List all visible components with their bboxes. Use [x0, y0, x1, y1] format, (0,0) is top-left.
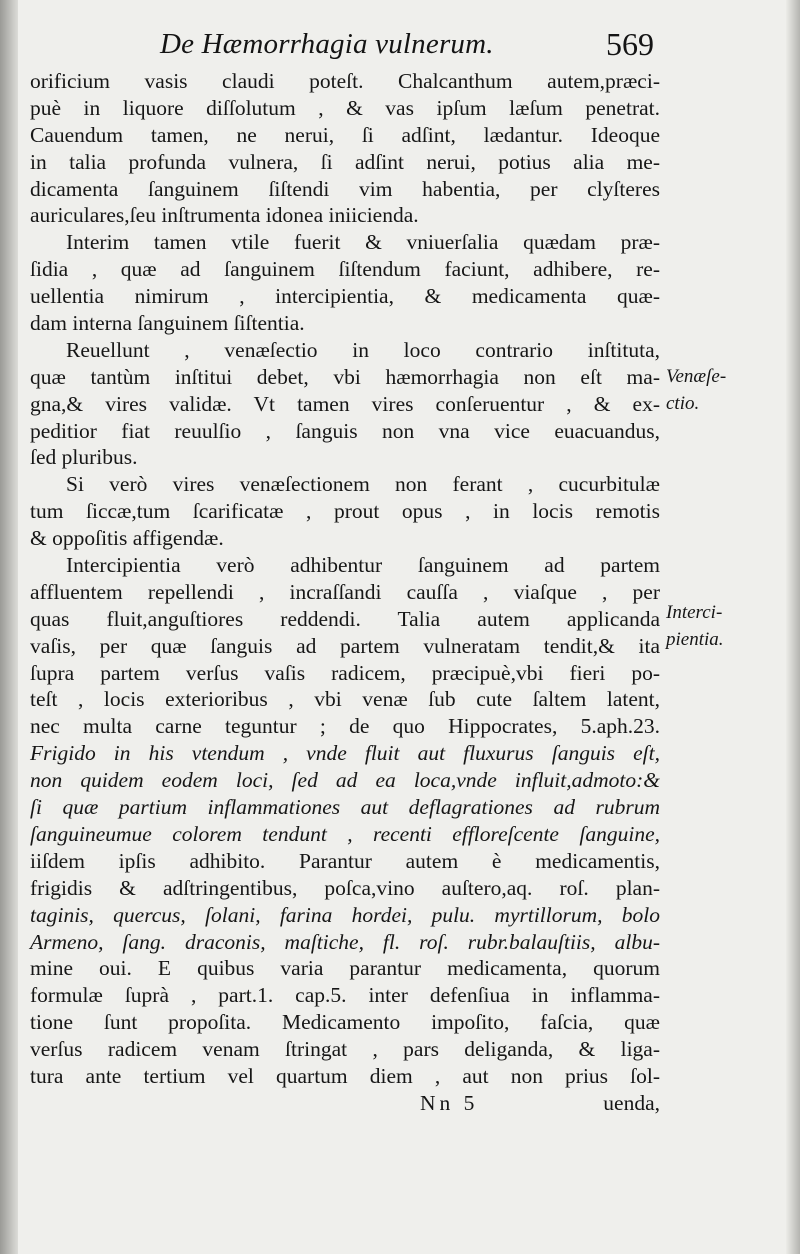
text-line: verſus radicem venam ſtringat , pars deliganda, & liga-	[30, 1037, 660, 1062]
running-head	[160, 28, 660, 68]
text-line: ſidia , quæ ad ſanguinem ſiſtendum faciunt, adhibere, re-	[30, 257, 660, 282]
text-line: Intercipientia verò adhibentur ſanguinem ad partem	[66, 553, 660, 578]
text-line: taginis, quercus, ſolani, farina hordei, pulu. myrtillorum, bolo	[30, 902, 660, 927]
text-line: tione ſunt propoſita. Medicamento impoſito, faſcia, quæ	[30, 1010, 660, 1035]
text-line: ſi quæ partium inflammationes aut deflagrationes ad rubrum	[30, 795, 660, 820]
text-line: quæ tantùm inſtitui debet, vbi hæmorrhagia non eſt ma-	[30, 364, 660, 389]
text-line: mine oui. E quibus varia parantur medicamenta, quorum	[30, 956, 660, 981]
marginal-note-intercipientia	[666, 600, 724, 654]
text-line: & oppoſitis affigendæ.	[30, 526, 224, 551]
text-line: nec multa carne teguntur ; de quo Hippocrates, 5.aph.23.	[30, 714, 660, 739]
text-line: in talia profunda vulnera, ſi adſint nerui, potius alia me-	[30, 149, 660, 174]
marginal-note-line: pientia.	[666, 628, 724, 650]
text-line: ſed pluribus.	[30, 445, 138, 470]
page-left-edge	[0, 0, 18, 1254]
text-line: uellentia nimirum , intercipientia, & medicamenta quæ-	[30, 284, 660, 309]
text-line: puè in liquore diſſolutum , & vas ipſum læſum penetrat.	[30, 95, 660, 120]
text-line: quas fluit,anguſtiores reddendi. Talia autem applicanda	[30, 606, 660, 631]
text-line: Armeno, ſang. draconis, maſtiche, fl. roſ. rubr.balauſtiis, albu-	[30, 929, 660, 954]
text-line: affluentem repellendi , incraſſandi cauſſa , viaſque , per	[30, 579, 660, 604]
text-line: Frigido in his vtendum , vnde fluit aut fluxurus ſanguis eſt,	[30, 741, 660, 766]
text-line: tum ſiccæ,tum ſcarificatæ , prout opus , in locis remotis	[30, 499, 660, 524]
text-line: Cauendum tamen, ne nerui, ſi adſint, lædantur. Ideoque	[30, 122, 660, 147]
text-line: ſupra partem verſus vaſis radicem, præcipuè,vbi fieri po-	[30, 660, 660, 685]
text-line: tura ante tertium vel quartum diem , aut non prius ſol-	[30, 1063, 660, 1088]
text-line: auriculares,ſeu inſtrumenta idonea iniicienda.	[30, 203, 419, 228]
catchword: uenda,	[603, 1090, 660, 1115]
marginal-note-line: Interci-	[666, 602, 723, 623]
body-text	[30, 68, 660, 1117]
page-number: 569	[606, 26, 654, 62]
text-line: gna,& vires validæ. Vt tamen vires conſeruentur , & ex-	[30, 391, 660, 416]
page-right-edge	[786, 0, 800, 1254]
running-title: De Hæmorrhagia vulnerum.	[160, 28, 494, 60]
text-line: orificium vasis claudi poteſt. Chalcanthum autem,præci-	[30, 69, 660, 93]
text-line: vaſis, per quæ ſanguis ad partem vulneratam tendit,& ita	[30, 633, 660, 658]
text-line: dam interna ſanguinem ſiſtentia.	[30, 311, 305, 336]
text-line: iiſdem ipſis adhibito. Parantur autem è medicamentis,	[30, 848, 660, 873]
marginal-note-venaesectio	[666, 364, 726, 418]
footer-line	[30, 1090, 660, 1117]
signature-mark: Nn 5	[420, 1090, 479, 1115]
marginal-note-line: Venæſe-	[666, 366, 727, 387]
text-line: non quidem eodem loci, ſed ad ea loca,vnde influit,admoto:&	[30, 768, 660, 793]
text-line: Si verò vires venæſectionem non ferant , cucurbitulæ	[66, 472, 660, 497]
text-line: Interim tamen vtile fuerit & vniuerſalia quædam præ-	[66, 230, 660, 255]
marginal-note-line: ctio.	[666, 392, 700, 414]
text-line: formulæ ſuprà , part.1. cap.5. inter defenſiua in inflamma-	[30, 983, 660, 1008]
text-line: peditior fiat reuulſio , ſanguis non vna vice euacuandus,	[30, 418, 660, 443]
text-line: ſanguineumue colorem tendunt , recenti effloreſcente ſanguine,	[30, 821, 660, 846]
text-line: teſt , locis exterioribus , vbi venæ ſub cute ſaltem latent,	[30, 687, 660, 712]
text-line: dicamenta ſanguinem ſiſtendi vim habentia, per clyſteres	[30, 176, 660, 201]
text-line: frigidis & adſtringentibus, poſca,vino auſtero,aq. roſ. plan-	[30, 875, 660, 900]
text-line: Reuellunt , venæſectio in loco contrario inſtituta,	[66, 337, 660, 362]
